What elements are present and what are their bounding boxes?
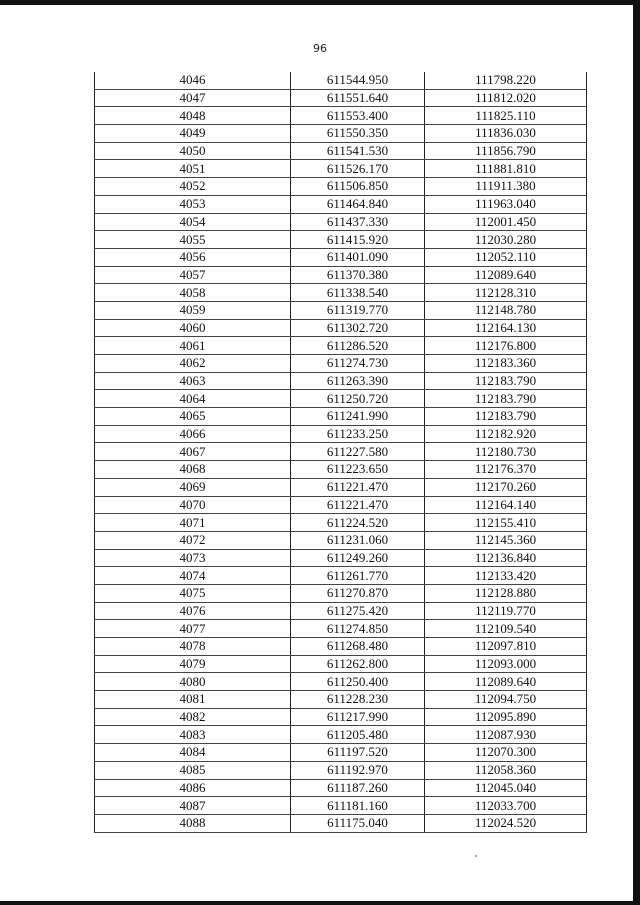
y-coordinate-cell: 111963.040 [425, 195, 587, 213]
point-number-cell: 4068 [95, 461, 291, 479]
y-coordinate-cell: 112058.360 [425, 761, 587, 779]
table-row [95, 673, 587, 691]
point-number-cell: 4071 [95, 514, 291, 532]
y-coordinate-cell: 112128.880 [425, 584, 587, 602]
x-coordinate-cell: 611274.730 [291, 355, 425, 373]
y-coordinate-cell: 112119.770 [425, 602, 587, 620]
table-row [95, 567, 587, 585]
x-coordinate-cell: 611544.950 [291, 72, 425, 89]
y-coordinate-cell: 111812.020 [425, 89, 587, 107]
y-coordinate-cell: 112001.450 [425, 213, 587, 231]
y-coordinate-cell: 112170.260 [425, 478, 587, 496]
table-row [95, 195, 587, 213]
table-row [95, 496, 587, 514]
table-row [95, 814, 587, 832]
point-number-cell: 4058 [95, 284, 291, 302]
x-coordinate-cell: 611286.520 [291, 337, 425, 355]
point-number-cell: 4076 [95, 602, 291, 620]
page-number: 96 [313, 42, 327, 55]
x-coordinate-cell: 611437.330 [291, 213, 425, 231]
scan-border-right [633, 0, 640, 905]
point-number-cell: 4075 [95, 584, 291, 602]
point-number-cell: 4065 [95, 408, 291, 426]
point-number-cell: 4073 [95, 549, 291, 567]
y-coordinate-cell: 112128.310 [425, 284, 587, 302]
x-coordinate-cell: 611464.840 [291, 195, 425, 213]
table-row [95, 531, 587, 549]
table-row [95, 248, 587, 266]
table-row [95, 655, 587, 673]
table-row [95, 443, 587, 461]
y-coordinate-cell: 112033.700 [425, 797, 587, 815]
point-number-cell: 4064 [95, 390, 291, 408]
table-row [95, 284, 587, 302]
x-coordinate-cell: 611231.060 [291, 531, 425, 549]
table-row [95, 125, 587, 143]
point-number-cell: 4081 [95, 691, 291, 709]
x-coordinate-cell: 611541.530 [291, 142, 425, 160]
table-row [95, 408, 587, 426]
point-number-cell: 4052 [95, 178, 291, 196]
point-number-cell: 4046 [95, 72, 291, 89]
x-coordinate-cell: 611551.640 [291, 89, 425, 107]
y-coordinate-cell: 111836.030 [425, 125, 587, 143]
x-coordinate-cell: 611187.260 [291, 779, 425, 797]
x-coordinate-cell: 611302.720 [291, 319, 425, 337]
coordinates-table [94, 72, 587, 833]
point-number-cell: 4050 [95, 142, 291, 160]
point-number-cell: 4087 [95, 797, 291, 815]
point-number-cell: 4054 [95, 213, 291, 231]
point-number-cell: 4085 [95, 761, 291, 779]
x-coordinate-cell: 611263.390 [291, 372, 425, 390]
x-coordinate-cell: 611227.580 [291, 443, 425, 461]
point-number-cell: 4048 [95, 107, 291, 125]
table-row [95, 178, 587, 196]
y-coordinate-cell: 112045.040 [425, 779, 587, 797]
table-row [95, 726, 587, 744]
y-coordinate-cell: 112093.000 [425, 655, 587, 673]
point-number-cell: 4062 [95, 355, 291, 373]
x-coordinate-cell: 611261.770 [291, 567, 425, 585]
y-coordinate-cell: 111856.790 [425, 142, 587, 160]
y-coordinate-cell: 112148.780 [425, 301, 587, 319]
point-number-cell: 4055 [95, 231, 291, 249]
x-coordinate-cell: 611338.540 [291, 284, 425, 302]
y-coordinate-cell: 112109.540 [425, 620, 587, 638]
y-coordinate-cell: 112070.300 [425, 744, 587, 762]
table-row [95, 355, 587, 373]
y-coordinate-cell: 112145.360 [425, 531, 587, 549]
table-row [95, 549, 587, 567]
x-coordinate-cell: 611275.420 [291, 602, 425, 620]
table-row [95, 160, 587, 178]
x-coordinate-cell: 611217.990 [291, 708, 425, 726]
x-coordinate-cell: 611224.520 [291, 514, 425, 532]
point-number-cell: 4056 [95, 248, 291, 266]
table-row [95, 797, 587, 815]
table-row [95, 602, 587, 620]
x-coordinate-cell: 611192.970 [291, 761, 425, 779]
point-number-cell: 4060 [95, 319, 291, 337]
y-coordinate-cell: 112024.520 [425, 814, 587, 832]
table-row [95, 514, 587, 532]
table-row [95, 266, 587, 284]
y-coordinate-cell: 111881.810 [425, 160, 587, 178]
point-number-cell: 4049 [95, 125, 291, 143]
x-coordinate-cell: 611319.770 [291, 301, 425, 319]
table-row [95, 390, 587, 408]
table-row [95, 107, 587, 125]
point-number-cell: 4074 [95, 567, 291, 585]
point-number-cell: 4067 [95, 443, 291, 461]
scan-border-bottom [0, 901, 640, 905]
y-coordinate-cell: 111798.220 [425, 72, 587, 89]
y-coordinate-cell: 112089.640 [425, 673, 587, 691]
table-row [95, 478, 587, 496]
table-row [95, 638, 587, 656]
x-coordinate-cell: 611175.040 [291, 814, 425, 832]
x-coordinate-cell: 611221.470 [291, 496, 425, 514]
x-coordinate-cell: 611268.480 [291, 638, 425, 656]
scan-speck [475, 855, 477, 857]
point-number-cell: 4077 [95, 620, 291, 638]
point-number-cell: 4082 [95, 708, 291, 726]
x-coordinate-cell: 611553.400 [291, 107, 425, 125]
table-row [95, 231, 587, 249]
point-number-cell: 4047 [95, 89, 291, 107]
table-row [95, 142, 587, 160]
table-row [95, 319, 587, 337]
y-coordinate-cell: 111825.110 [425, 107, 587, 125]
point-number-cell: 4083 [95, 726, 291, 744]
point-number-cell: 4084 [95, 744, 291, 762]
point-number-cell: 4070 [95, 496, 291, 514]
table-row [95, 425, 587, 443]
point-number-cell: 4057 [95, 266, 291, 284]
x-coordinate-cell: 611250.400 [291, 673, 425, 691]
x-coordinate-cell: 611250.720 [291, 390, 425, 408]
point-number-cell: 4066 [95, 425, 291, 443]
scan-border-top [0, 0, 640, 5]
y-coordinate-cell: 112182.920 [425, 425, 587, 443]
point-number-cell: 4072 [95, 531, 291, 549]
x-coordinate-cell: 611223.650 [291, 461, 425, 479]
x-coordinate-cell: 611274.850 [291, 620, 425, 638]
y-coordinate-cell: 112176.800 [425, 337, 587, 355]
x-coordinate-cell: 611526.170 [291, 160, 425, 178]
point-number-cell: 4061 [95, 337, 291, 355]
point-number-cell: 4053 [95, 195, 291, 213]
y-coordinate-cell: 112089.640 [425, 266, 587, 284]
y-coordinate-cell: 112176.370 [425, 461, 587, 479]
point-number-cell: 4086 [95, 779, 291, 797]
y-coordinate-cell: 112097.810 [425, 638, 587, 656]
y-coordinate-cell: 112155.410 [425, 514, 587, 532]
table-row [95, 213, 587, 231]
x-coordinate-cell: 611241.990 [291, 408, 425, 426]
point-number-cell: 4059 [95, 301, 291, 319]
table-row [95, 744, 587, 762]
x-coordinate-cell: 611262.800 [291, 655, 425, 673]
point-number-cell: 4088 [95, 814, 291, 832]
table-row [95, 708, 587, 726]
point-number-cell: 4063 [95, 372, 291, 390]
y-coordinate-cell: 112183.790 [425, 372, 587, 390]
point-number-cell: 4051 [95, 160, 291, 178]
table-row [95, 620, 587, 638]
point-number-cell: 4069 [95, 478, 291, 496]
x-coordinate-cell: 611401.090 [291, 248, 425, 266]
x-coordinate-cell: 611228.230 [291, 691, 425, 709]
table-row [95, 584, 587, 602]
y-coordinate-cell: 111911.380 [425, 178, 587, 196]
table-row [95, 691, 587, 709]
y-coordinate-cell: 112133.420 [425, 567, 587, 585]
x-coordinate-cell: 611205.480 [291, 726, 425, 744]
y-coordinate-cell: 112052.110 [425, 248, 587, 266]
x-coordinate-cell: 611249.260 [291, 549, 425, 567]
x-coordinate-cell: 611506.850 [291, 178, 425, 196]
y-coordinate-cell: 112183.360 [425, 355, 587, 373]
y-coordinate-cell: 112087.930 [425, 726, 587, 744]
coordinates-table-body [95, 72, 587, 832]
y-coordinate-cell: 112183.790 [425, 390, 587, 408]
x-coordinate-cell: 611415.920 [291, 231, 425, 249]
y-coordinate-cell: 112094.750 [425, 691, 587, 709]
x-coordinate-cell: 611221.470 [291, 478, 425, 496]
y-coordinate-cell: 112136.840 [425, 549, 587, 567]
point-number-cell: 4079 [95, 655, 291, 673]
table-row [95, 461, 587, 479]
table-row [95, 301, 587, 319]
x-coordinate-cell: 611181.160 [291, 797, 425, 815]
y-coordinate-cell: 112030.280 [425, 231, 587, 249]
y-coordinate-cell: 112095.890 [425, 708, 587, 726]
y-coordinate-cell: 112180.730 [425, 443, 587, 461]
x-coordinate-cell: 611233.250 [291, 425, 425, 443]
x-coordinate-cell: 611370.380 [291, 266, 425, 284]
x-coordinate-cell: 611270.870 [291, 584, 425, 602]
table-row [95, 89, 587, 107]
point-number-cell: 4078 [95, 638, 291, 656]
y-coordinate-cell: 112183.790 [425, 408, 587, 426]
point-number-cell: 4080 [95, 673, 291, 691]
y-coordinate-cell: 112164.130 [425, 319, 587, 337]
table-row [95, 761, 587, 779]
table-row [95, 337, 587, 355]
x-coordinate-cell: 611197.520 [291, 744, 425, 762]
y-coordinate-cell: 112164.140 [425, 496, 587, 514]
x-coordinate-cell: 611550.350 [291, 125, 425, 143]
table-row [95, 372, 587, 390]
table-row [95, 779, 587, 797]
table-row [95, 72, 587, 89]
